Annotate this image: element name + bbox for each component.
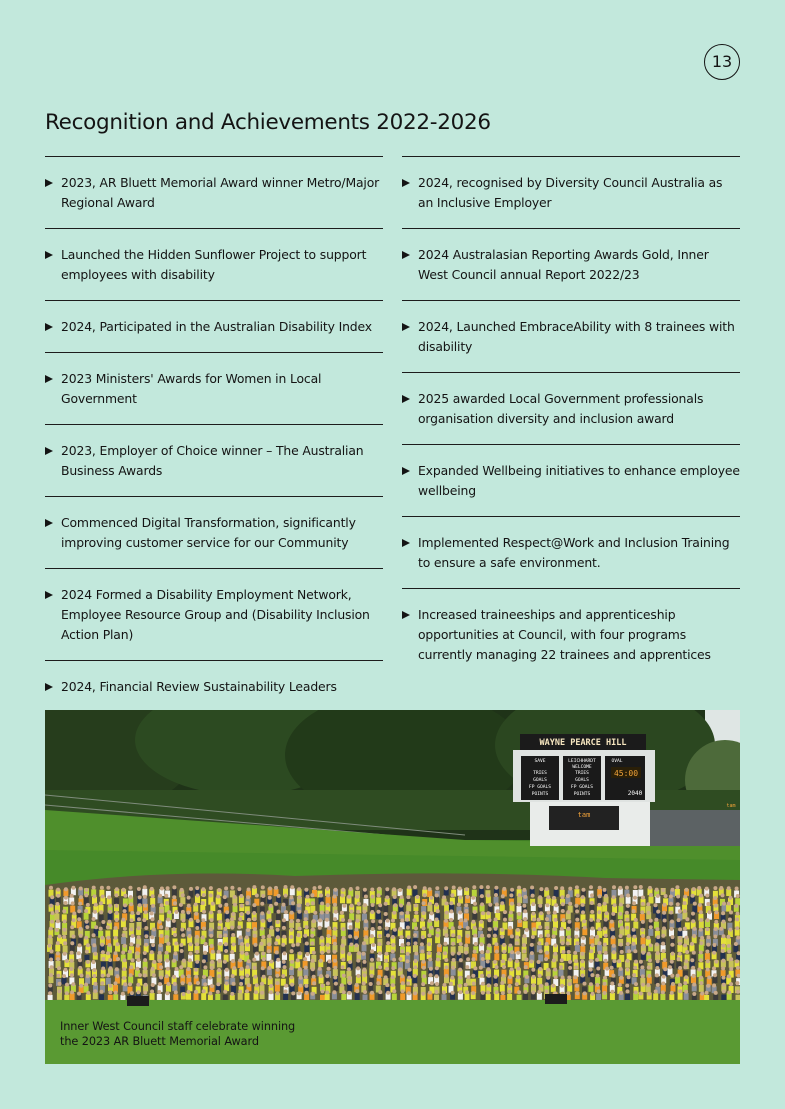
bullet-triangle-icon (45, 591, 53, 599)
achievements-right-column (402, 156, 740, 680)
list-item (402, 444, 740, 516)
photo-caption-line: Inner West Council staff celebrate winning (60, 1020, 296, 1033)
list-item (45, 228, 383, 300)
bullet-triangle-icon (402, 395, 410, 403)
staff-group-photo (45, 710, 740, 1064)
list-item (402, 228, 740, 300)
list-item-text: 2023, AR Bluett Memorial Award winner Metro/Major Regional Award (61, 175, 380, 210)
bullet-triangle-icon (45, 251, 53, 259)
list-item-text: 2025 awarded Local Government professionals organisation diversity and inclusion award (418, 391, 704, 426)
bullet-triangle-icon (45, 323, 53, 331)
scoreboard-label: TRIES (575, 771, 589, 776)
photo-caption (60, 1019, 295, 1049)
scoreboard-label: SAVE (534, 759, 546, 764)
list-item-text: 2023 Ministers' Awards for Women in Local Government (61, 371, 322, 406)
bullet-triangle-icon (402, 467, 410, 475)
bullet-triangle-icon (45, 683, 53, 691)
list-item (45, 352, 383, 424)
list-item (45, 156, 383, 228)
bullet-triangle-icon (45, 447, 53, 455)
scoreboard-label: GOALS (575, 778, 589, 783)
bullet-triangle-icon (402, 323, 410, 331)
scoreboard-clock: 45:00 (613, 769, 639, 778)
list-item-text: Commenced Digital Transformation, significantly improving customer service for our Community (61, 515, 356, 550)
list-item-text: Implemented Respect@Work and Inclusion Training to ensure a safe environment. (418, 535, 730, 570)
scoreboard-label: POINTS (573, 792, 591, 797)
scoreboard-number: 2040 (627, 790, 643, 797)
list-item-text: 2024 Formed a Disability Employment Network, Employee Resource Group and (Disability Inclusion Action Plan) (61, 587, 370, 642)
list-item (402, 372, 740, 444)
list-item (402, 300, 740, 372)
scoreboard-sponsor: tam (577, 811, 591, 819)
scoreboard-label: FP GOALS (570, 785, 594, 790)
bullet-triangle-icon (402, 179, 410, 187)
scoreboard-name: WAYNE PEARCE HILL (539, 738, 627, 748)
bullet-triangle-icon (45, 179, 53, 187)
sponsor-sign: tam (726, 803, 736, 809)
list-item-text: 2024, recognised by Diversity Council Australia as an Inclusive Employer (418, 175, 723, 210)
photo-caption-line: the 2023 AR Bluett Memorial Award (60, 1035, 259, 1048)
scoreboard-label: POINTS (531, 792, 549, 797)
page-number: 13 (704, 44, 740, 80)
list-item-text: 2024 Australasian Reporting Awards Gold, Inner West Council annual Report 2022/23 (418, 247, 709, 282)
list-item (45, 300, 383, 352)
list-item-text: 2024, Launched EmbraceAbility with 8 trainees with disability (418, 319, 735, 354)
bullet-triangle-icon (402, 251, 410, 259)
scoreboard-label: WELCOME (572, 765, 592, 770)
list-item (402, 516, 740, 588)
list-item (402, 156, 740, 228)
list-item-text: Increased traineeships and apprenticeship opportunities at Council, with four programs currently managing 22 trainees and apprentices (418, 607, 711, 662)
bullet-triangle-icon (45, 519, 53, 527)
scoreboard-label: FP GOALS (528, 785, 552, 790)
list-item (45, 424, 383, 496)
list-item (45, 568, 383, 660)
list-item (45, 660, 383, 712)
list-item-text: 2023, Employer of Choice winner – The Australian Business Awards (61, 443, 364, 478)
bullet-triangle-icon (402, 611, 410, 619)
scoreboard-label: LEICHHARDT (568, 759, 596, 764)
list-item-text: 2024, Participated in the Australian Disability Index (61, 319, 372, 334)
bullet-triangle-icon (45, 375, 53, 383)
page-title: Recognition and Achievements 2022-2026 (45, 110, 491, 135)
list-item (45, 496, 383, 568)
list-item (402, 588, 740, 680)
bullet-triangle-icon (402, 539, 410, 547)
list-item-text: Launched the Hidden Sunflower Project to support employees with disability (61, 247, 367, 282)
scoreboard-label: GOALS (533, 778, 547, 783)
achievements-left-column (45, 156, 383, 712)
scoreboard-label: OVAL (611, 759, 623, 764)
list-item-text: 2024, Financial Review Sustainability Leaders (61, 679, 337, 694)
list-item-text: Expanded Wellbeing initiatives to enhance employee wellbeing (418, 463, 740, 498)
scoreboard-label: TRIES (533, 771, 547, 776)
